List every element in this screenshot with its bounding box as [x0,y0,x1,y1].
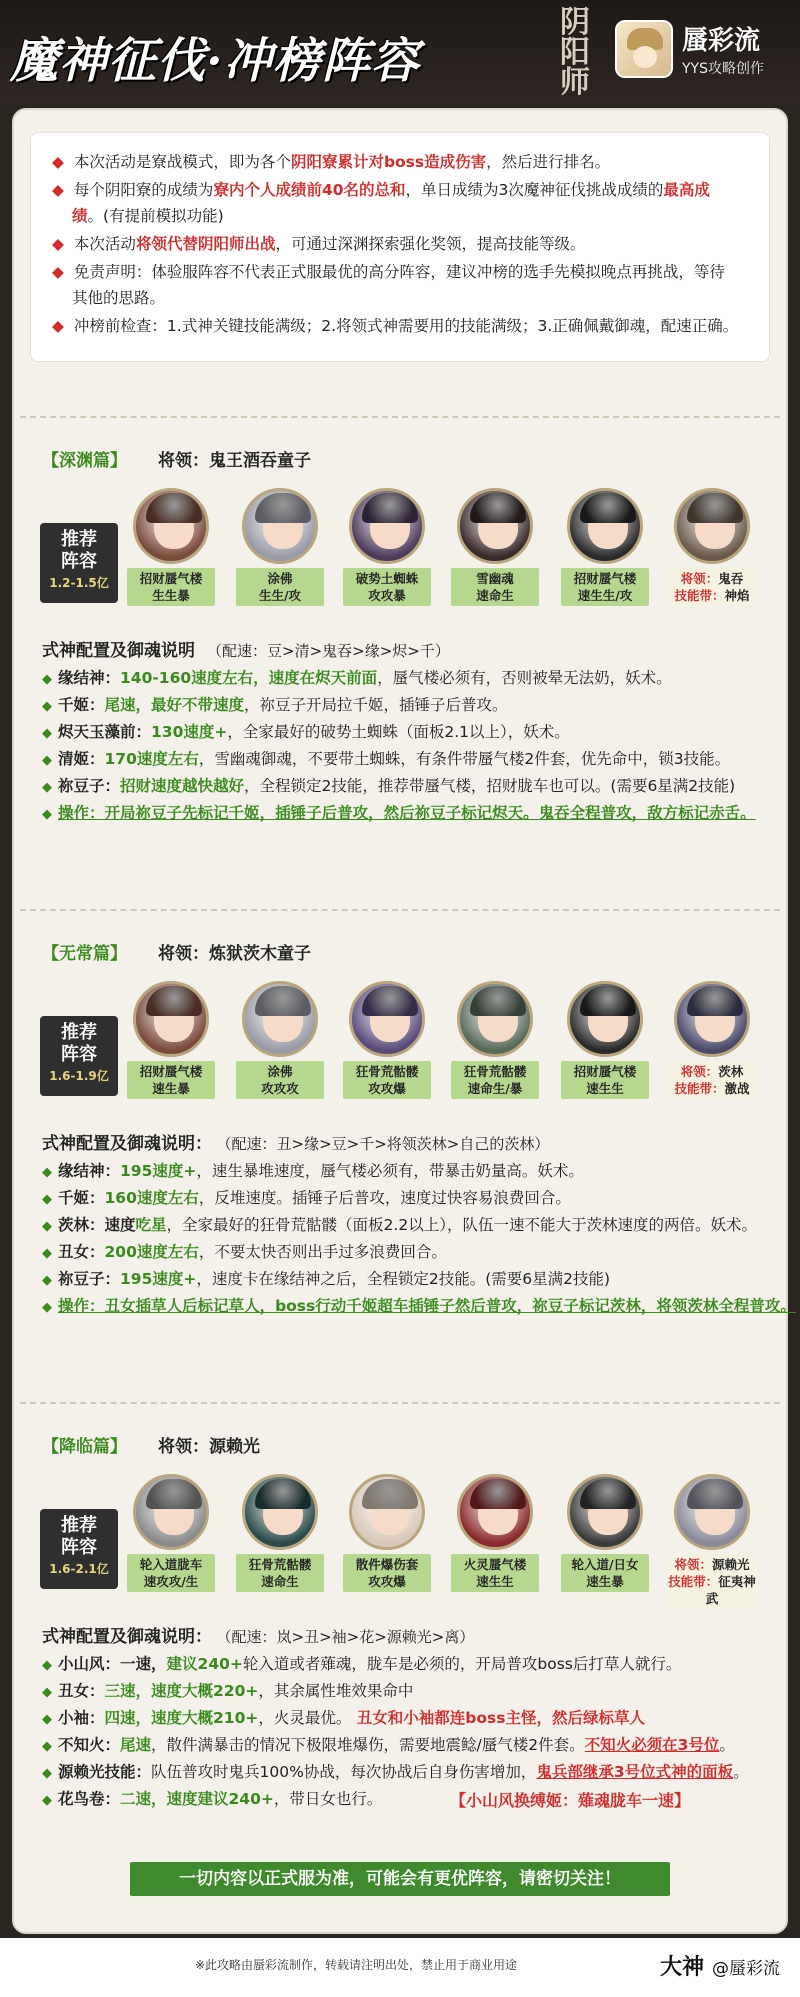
shikigami-build-tag: 雪幽魂 速命生 [451,568,539,606]
notice-line: 其他的思路。 [72,289,166,307]
bullet-diamond-icon: ◆ [42,1739,52,1754]
rec-score-range: 1.6-1.9亿 [49,1069,109,1083]
config-line: ◆ 花鸟卷：二速，速度建议240+，带日女也行。 [42,1790,383,1808]
config-line: ◆ 千姬：160速度左右，反堆速度。插锤子后普攻，速度过快容易浪费回合。 [42,1189,571,1207]
bullet-diamond-icon: ◆ [42,1712,52,1727]
rec-score-range: 1.6-2.1亿 [49,1562,109,1576]
config-line: ◆ 烬天玉藻前：130速度+，全家最好的破势土蜘蛛（面板2.1以上），妖术。 [42,723,570,741]
config-line: ◆ 祢豆子：招财速度越快越好，全程锁定2技能，推荐带蜃气楼，招财胧车也可以。(需要6星满2技能) [42,777,736,795]
notice-line: ◆ 每个阴阳寮的成绩为寮内个人成绩前40名的总和，单日成绩为3次魔神征伐挑战成绩的最高成 [52,181,710,199]
shikigami-card [561,1474,649,1592]
section-divider [20,909,780,911]
notice-line: ◆ 本次活动是寮战模式，即为各个阴阳寮累计对boss造成伤害，然后进行排名。 [52,153,611,171]
rec-title: 推荐 阵容 [61,529,97,572]
section-leader: 将领：源赖光 [158,1437,260,1457]
shikigami-build-tag: 狂骨荒骷髅 攻攻爆 [343,1061,431,1099]
shikigami-portrait-icon [133,981,209,1057]
shikigami-portrait-icon [242,1474,318,1550]
shikigami-portrait-icon [133,1474,209,1550]
copyright-note: ※此攻略由蜃彩流制作，转载请注明出处，禁止用于商业用途 [195,1958,518,1972]
bullet-diamond-icon: ◆ [52,153,64,171]
shikigami-card [343,981,431,1099]
section-tag: 【无常篇】 [42,944,127,964]
shikigami-build-tag: 轮入道/日女 速生暴 [561,1554,649,1592]
shikigami-build-tag: 将领：茨林 技能带：激战 [668,1061,756,1099]
config-line: ◆ 源赖光技能：队伍普攻时鬼兵100%协战，每次协战后自身伤害增加，鬼兵部继承3号位式神的面板。 [42,1763,749,1781]
shikigami-build-tag: 招财蜃气楼 生生暴 [127,568,215,606]
shikigami-portrait-icon [674,981,750,1057]
bullet-diamond-icon: ◆ [42,1165,52,1180]
shikigami-card [561,981,649,1099]
notice-line: ◆ 免责声明：体验服阵容不代表正式服最优的高分阵容，建议冲榜的选手先模拟晚点再挑战，等待 [52,263,725,281]
config-line: ◆ 千姬：尾速，最好不带速度，祢豆子开局拉千姬，插锤子后普攻。 [42,696,508,714]
recommended-lineup-badge [40,1509,118,1589]
recommended-lineup-badge [40,523,118,603]
shikigami-build-tag: 狂骨荒骷髅 速命生 [236,1554,324,1592]
config-subtitle: 式神配置及御魂说明 （配速：豆>清>鬼吞>缘>烬>千） [42,641,450,661]
bullet-diamond-icon: ◆ [42,1246,52,1261]
bullet-diamond-icon: ◆ [42,699,52,714]
bullet-diamond-icon: ◆ [42,753,52,768]
shikigami-card [451,1474,539,1592]
bullet-diamond-icon: ◆ [42,1192,52,1207]
shikigami-portrait-icon [457,488,533,564]
bullet-diamond-icon: ◆ [52,317,64,335]
shikigami-card [127,1474,215,1592]
config-line: ◆ 缘结神：140-160速度左右，速度在烬天前面，蜃气楼必须有，否则被晕无法奶，妖术。 [42,669,672,687]
shikigami-portrait-icon [242,488,318,564]
config-line: ◆ 操作：丑女插草人后标记草人，boss行动千姬超车插锤子然后普攻，祢豆子标记茨林，将领茨林全程普攻。 [42,1297,796,1315]
notice-line: ◆ 冲榜前检查：1.式神关键技能满级；2.将领式神需要用的技能满级；3.正确佩戴御魂，配速正确。 [52,317,739,335]
footer [0,1938,800,1997]
bullet-diamond-icon: ◆ [42,807,52,822]
bullet-diamond-icon: ◆ [42,1300,52,1315]
shikigami-card [236,488,324,606]
config-line: ◆ 不知火：尾速，散件满暴击的情况下极限堆爆伤，需要地震鲶/蜃气楼2件套。不知火必须在3号位。 [42,1736,735,1754]
section-divider [20,416,780,418]
config-line: ◆ 清姬：170速度左右，雪幽魂御魂，不要带土蜘蛛，有条件带蜃气楼2件套，优先命中，锁3技能。 [42,750,731,768]
shikigami-portrait-icon [242,981,318,1057]
bullet-diamond-icon: ◆ [42,726,52,741]
shikigami-card [343,488,431,606]
shikigami-build-tag: 狂骨荒骷髅 速命生/暴 [451,1061,539,1099]
shikigami-build-tag: 涂佛 生生/攻 [236,568,324,606]
shikigami-build-tag: 招财蜃气楼 速生生/攻 [561,568,649,606]
shikigami-portrait-icon [349,1474,425,1550]
shikigami-build-tag: 轮入道胧车 速攻攻/生 [127,1554,215,1592]
bullet-diamond-icon: ◆ [42,672,52,687]
rec-title: 推荐 阵容 [61,1022,97,1065]
avatar [615,20,673,78]
shikigami-card [451,488,539,606]
shikigami-card [668,1474,756,1609]
shikigami-portrait-icon [567,488,643,564]
shikigami-card [561,488,649,606]
section-divider [20,1402,780,1404]
shikigami-card [451,981,539,1099]
shikigami-build-tag: 破势土蜘蛛 攻攻暴 [343,568,431,606]
shikigami-portrait-icon [457,1474,533,1550]
author-handle: @蜃彩流 [712,1959,780,1979]
bullet-diamond-icon: ◆ [52,235,64,253]
config-line: ◆ 丑女：三速，速度大概220+，其余属性堆效果命中 [42,1682,414,1700]
shikigami-portrait-icon [457,981,533,1057]
shikigami-build-tag: 将领：鬼吞 技能带：神焰 [668,568,756,606]
page-title: 魔神征伐·冲榜阵容 [10,32,420,89]
shikigami-card [127,981,215,1099]
config-line: ◆ 小山风：一速，建议240+轮入道或者薙魂，胧车是必须的，开局普攻boss后打草人就行。 [42,1655,682,1673]
bullet-diamond-icon: ◆ [42,1766,52,1781]
shikigami-build-tag: 招财蜃气楼 速生暴 [127,1061,215,1099]
callout-note: 【小山风换缚姬：薙魂胧车一速】 [450,1791,691,1810]
bullet-diamond-icon: ◆ [42,1685,52,1700]
notice-line: ◆ 本次活动将领代替阴阳师出战，可通过深渊探索强化奖领，提高技能等级。 [52,235,586,253]
bullet-diamond-icon: ◆ [52,181,64,199]
shikigami-portrait-icon [349,488,425,564]
shikigami-build-tag: 涂佛 攻攻攻 [236,1061,324,1099]
shikigami-build-tag: 将领：源赖光 技能带：征夷神武 [668,1554,756,1609]
config-subtitle: 式神配置及御魂说明： （配速：丑>缘>豆>千>将领茨林>自己的茨林） [42,1134,550,1154]
bullet-diamond-icon: ◆ [42,1273,52,1288]
shikigami-portrait-icon [349,981,425,1057]
shikigami-portrait-icon [674,488,750,564]
section-tag: 【深渊篇】 [42,451,127,471]
bullet-diamond-icon: ◆ [42,780,52,795]
rec-title: 推荐 阵容 [61,1515,97,1558]
config-line: ◆ 缘结神：195速度+，速生暴堆速度，蜃气楼必须有，带暴击奶量高。妖术。 [42,1162,584,1180]
section-tag: 【降临篇】 [42,1437,127,1457]
bullet-diamond-icon: ◆ [42,1658,52,1673]
config-line: ◆ 丑女：200速度左右，不要太快否则出手过多浪费回合。 [42,1243,447,1261]
recommended-lineup-badge [40,1016,118,1096]
dashen-logo: 大神 [660,1955,705,1980]
config-line: ◆ 操作：开局祢豆子先标记千姬，插锤子后普攻，然后祢豆子标记烬天。鬼吞全程普攻，敌方标记赤舌。 [42,804,756,822]
header [0,0,800,105]
rec-score-range: 1.2-1.5亿 [49,576,109,590]
shikigami-portrait-icon [567,1474,643,1550]
section-leader: 将领：鬼王酒吞童子 [158,451,311,471]
shikigami-card [668,981,756,1099]
bullet-diamond-icon: ◆ [42,1219,52,1234]
section-leader: 将领：炼狱茨木童子 [158,944,311,964]
bullet-diamond-icon: ◆ [42,1793,52,1808]
shikigami-portrait-icon [133,488,209,564]
shikigami-card [236,981,324,1099]
config-line: ◆ 茨林：速度吃星，全家最好的狂骨荒骷髅（面板2.2以上），队伍一速不能大于茨林速度的两倍。妖术。 [42,1216,757,1234]
brand-name: 蜃彩流 [682,26,761,56]
config-line: ◆ 小袖：四速，速度大概210+，火灵最优。 丑女和小袖都连boss主怪，然后绿标草人 [42,1709,645,1727]
game-logo-seal: 阴阳师 [560,5,590,100]
shikigami-card [668,488,756,606]
shikigami-build-tag: 火灵蜃气楼 速生生 [451,1554,539,1592]
shikigami-build-tag: 招财蜃气楼 速生生 [561,1061,649,1099]
config-subtitle: 式神配置及御魂说明： （配速：岚>丑>袖>花>源赖光>离） [42,1627,475,1647]
shikigami-card [343,1474,431,1592]
shikigami-build-tag: 散件爆伤套 攻攻爆 [343,1554,431,1592]
config-line: ◆ 祢豆子：195速度+，速度卡在缘结神之后，全程锁定2技能。(需要6星满2技能) [42,1270,611,1288]
footer-banner: 一切内容以正式服为准，可能会有更优阵容，请密切关注！ [130,1862,670,1896]
notice-line: 绩。(有提前模拟功能) [72,207,224,225]
brand-subtitle: YYS攻略创作 [682,61,764,77]
shikigami-card [236,1474,324,1592]
shikigami-card [127,488,215,606]
bullet-diamond-icon: ◆ [52,263,64,281]
shikigami-portrait-icon [674,1474,750,1550]
shikigami-portrait-icon [567,981,643,1057]
